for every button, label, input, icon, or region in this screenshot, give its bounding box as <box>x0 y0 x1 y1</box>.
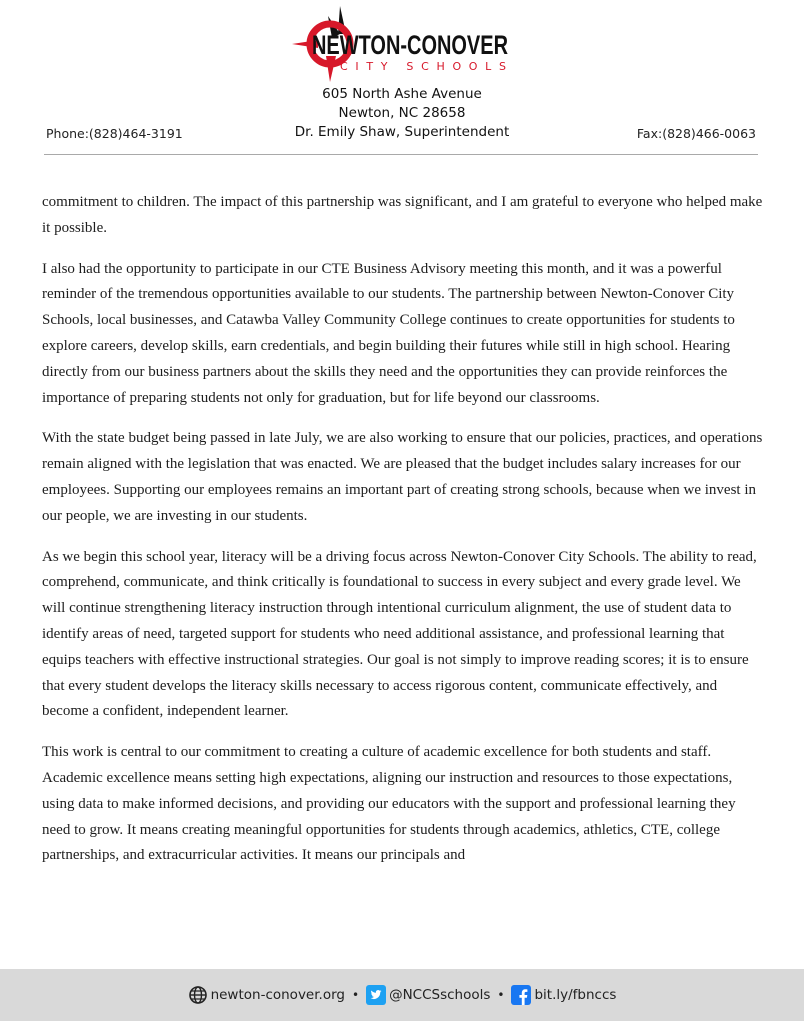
contact-footer <box>0 969 804 1021</box>
header-divider <box>44 154 758 155</box>
district-logo <box>290 4 520 84</box>
facebook-text: bit.ly/fbnccs <box>534 987 617 1003</box>
logo-sub-text: CITY SCHOOLS <box>340 60 506 73</box>
globe-icon <box>188 985 208 1005</box>
phone-number: Phone:(828)464-3191 <box>46 126 183 141</box>
facebook-icon <box>511 985 531 1005</box>
facebook-link[interactable] <box>511 985 616 1005</box>
website-text: newton-conover.org <box>210 987 345 1003</box>
address-street: 605 North Ashe Avenue <box>322 86 482 102</box>
superintendent-name: Dr. Emily Shaw, Superintendent <box>294 124 510 140</box>
footer-separator: • <box>497 988 505 1002</box>
twitter-icon <box>366 985 386 1005</box>
letter-body <box>42 190 764 884</box>
footer-separator: • <box>351 988 360 1002</box>
logo-main-text: NEWTON-CONOVER <box>312 30 508 60</box>
paragraph: This work is central to our commitment to creating a culture of academic excellence for both students and staff. Academic excellence means setting high expectations, aligning our instruction and resources to those expectations, using data to make informed decisions, and providing our educators with the support and professional learning they need to grow. It means creating meaningful opportunities for students through academics, athletics, CTE, college partnerships, and extracurricular activities. It means our principals and <box>42 744 736 864</box>
website-link[interactable] <box>188 985 345 1005</box>
twitter-text: @NCCSschools <box>389 987 491 1003</box>
twitter-link[interactable] <box>366 985 490 1005</box>
paragraph: I also had the opportunity to participate in our CTE Business Advisory meeting this month, and it was a powerful reminder of the tremendous opportunities available to our students. The partnership between Newton-Conover City Schools, local businesses, and Catawba Valley Community College continues to create opportunities for students to explore careers, develop skills, earn credentials, and begin building their futures while still in high school. Hearing directly from our business partners about the skills they need and the opportunities they can provide reinforces the importance of preparing students not only for graduation, but for life beyond our classrooms. <box>42 260 735 406</box>
paragraph: With the state budget being passed in late July, we are also working to ensure that our policies, practices, and operations remain aligned with the legislation that was enacted. We are pleased that the budget includes salary increases for our employees. Supporting our employees remains an important part of creating strong schools, because when we invest in our people, we are investing in our students. <box>42 430 763 524</box>
address-city: Newton, NC 28658 <box>338 105 466 121</box>
fax-number: Fax:(828)466-0063 <box>636 126 756 141</box>
paragraph: As we begin this school year, literacy will be a driving focus across Newton-Conover City Schools. The ability to read, comprehend, communicate, and think critically is foundational to success in every subject and every grade level. We will continue strengthening literacy instruction through intentional curriculum alignment, the use of student data to identify areas of need, targeted support for students who need additional assistance, and professional learning that equips teachers with effective instructional strategies. Our goal is not simply to improve reading scores; it is to ensure that every student develops the literacy skills necessary to access rigorous content, communicate effectively, and become a confident, independent learner. <box>42 548 757 720</box>
paragraph: commitment to children. The impact of this partnership was significant, and I am grateful to everyone who helped make it possible. <box>42 194 763 236</box>
